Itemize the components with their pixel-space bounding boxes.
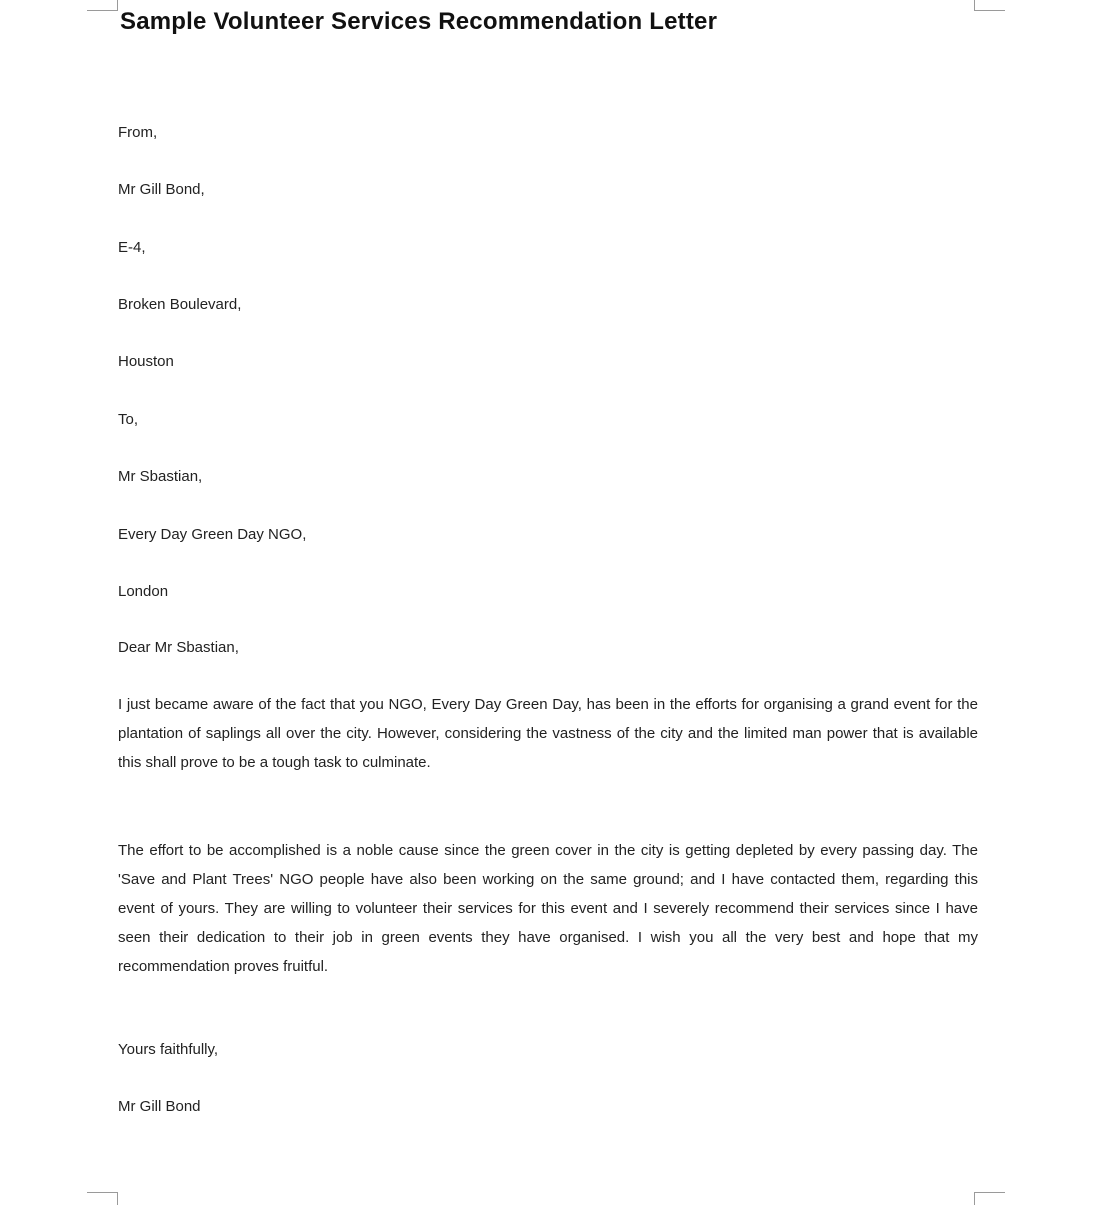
margin-marker-top-right: [974, 0, 1005, 11]
sender-city: Houston: [118, 353, 174, 370]
salutation: Dear Mr Sbastian,: [118, 639, 239, 656]
margin-marker-bottom-left: [87, 1192, 118, 1205]
recipient-organisation: Every Day Green Day NGO,: [118, 526, 307, 543]
body-paragraph-2: The effort to be accomplished is a noble cause since the green cover in the city is getting depleted by every passing day. The 'Save and Plant Trees' NGO people have also been working on the same ground; and I have contacted them, regarding this event of yours. They are willing to volunteer their services for this event and I severely recommend their services since I have seen their dedication to their job in green events they have organised. I wish you all the very best and hope that my recommendation proves fruitful.: [118, 842, 978, 975]
recipient-name: Mr Sbastian,: [118, 468, 203, 485]
margin-marker-top-left: [87, 0, 118, 11]
sender-name: Mr Gill Bond,: [118, 181, 205, 198]
signature: Mr Gill Bond: [118, 1098, 201, 1115]
margin-marker-bottom-right: [974, 1192, 1005, 1205]
document-title: Sample Volunteer Services Recommendation Letter: [120, 8, 718, 35]
sender-address-line1: E-4,: [118, 239, 146, 256]
from-label: From,: [118, 124, 158, 141]
to-label: To,: [118, 411, 139, 428]
closing: Yours faithfully,: [118, 1041, 219, 1058]
recipient-city: London: [118, 583, 169, 600]
body-paragraph-1: I just became aware of the fact that you NGO, Every Day Green Day, has been in the efforts for organising a grand event for the plantation of saplings all over the city. However, considering the vastness of the city and the limited man power that is available this shall prove to be a tough task to culminate.: [118, 696, 978, 771]
sender-address-line2: Broken Boulevard,: [118, 296, 242, 313]
